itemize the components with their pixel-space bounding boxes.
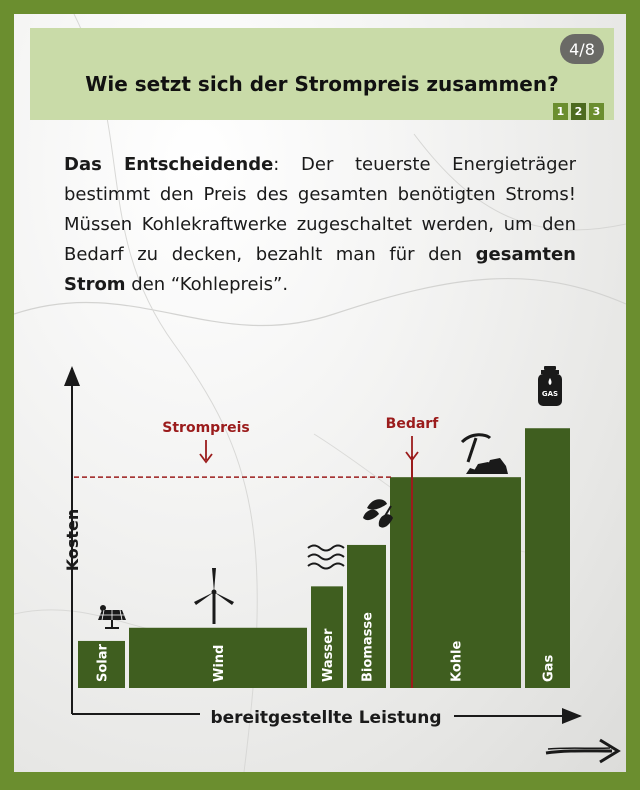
bar-label-solar: Solar	[95, 644, 111, 682]
price-arrow	[200, 440, 212, 462]
next-arrow-icon[interactable]	[542, 736, 622, 766]
svg-text:GAS: GAS	[541, 390, 559, 398]
step-3: 3	[589, 103, 604, 120]
intro-bold-2: gesamten Strom	[64, 244, 576, 295]
intro-lead: Das Entscheidende	[64, 154, 274, 175]
step-2: 2	[571, 103, 586, 120]
bar-label-kohle: Kohle	[449, 640, 465, 682]
bar-label-gas: Gas	[541, 654, 557, 682]
bar-label-wind: Wind	[212, 644, 227, 682]
wind-turbine-icon	[194, 568, 234, 624]
demand-label: Bedarf	[385, 416, 439, 432]
bar-label-biomasse: Biomasse	[360, 612, 376, 682]
merit-order-chart	[14, 14, 626, 772]
intro-part-1: : Der teuerste Energieträger bestimmt den Preis des gesamten benötigten Stroms! Müssen Kohlekraftwerke zugeschaltet werden, um den Bedarf zu decken, bezahlt man für den	[64, 154, 577, 265]
y-axis-label: Kosten	[63, 508, 82, 572]
waves-icon	[308, 546, 344, 569]
gas-cylinder-icon	[538, 366, 562, 406]
bar-label-wasser: Wasser	[321, 628, 336, 682]
price-label: Strompreis	[162, 420, 250, 436]
intro-part-2: den “Kohlepreis”.	[125, 274, 289, 295]
bar-gas	[525, 428, 570, 688]
step-1: 1	[553, 103, 568, 120]
demand-arrow	[406, 436, 418, 460]
x-axis-label: bereitgestellte Leistung	[210, 708, 442, 728]
slide-card	[14, 14, 626, 772]
solar-panel-icon	[98, 605, 126, 629]
page-title: Wie setzt sich der Strompreis zusammen?	[85, 72, 559, 96]
page-indicator: 4/8	[560, 34, 604, 64]
coal-pickaxe-icon	[462, 435, 508, 474]
biomass-leaves-icon	[363, 499, 393, 527]
